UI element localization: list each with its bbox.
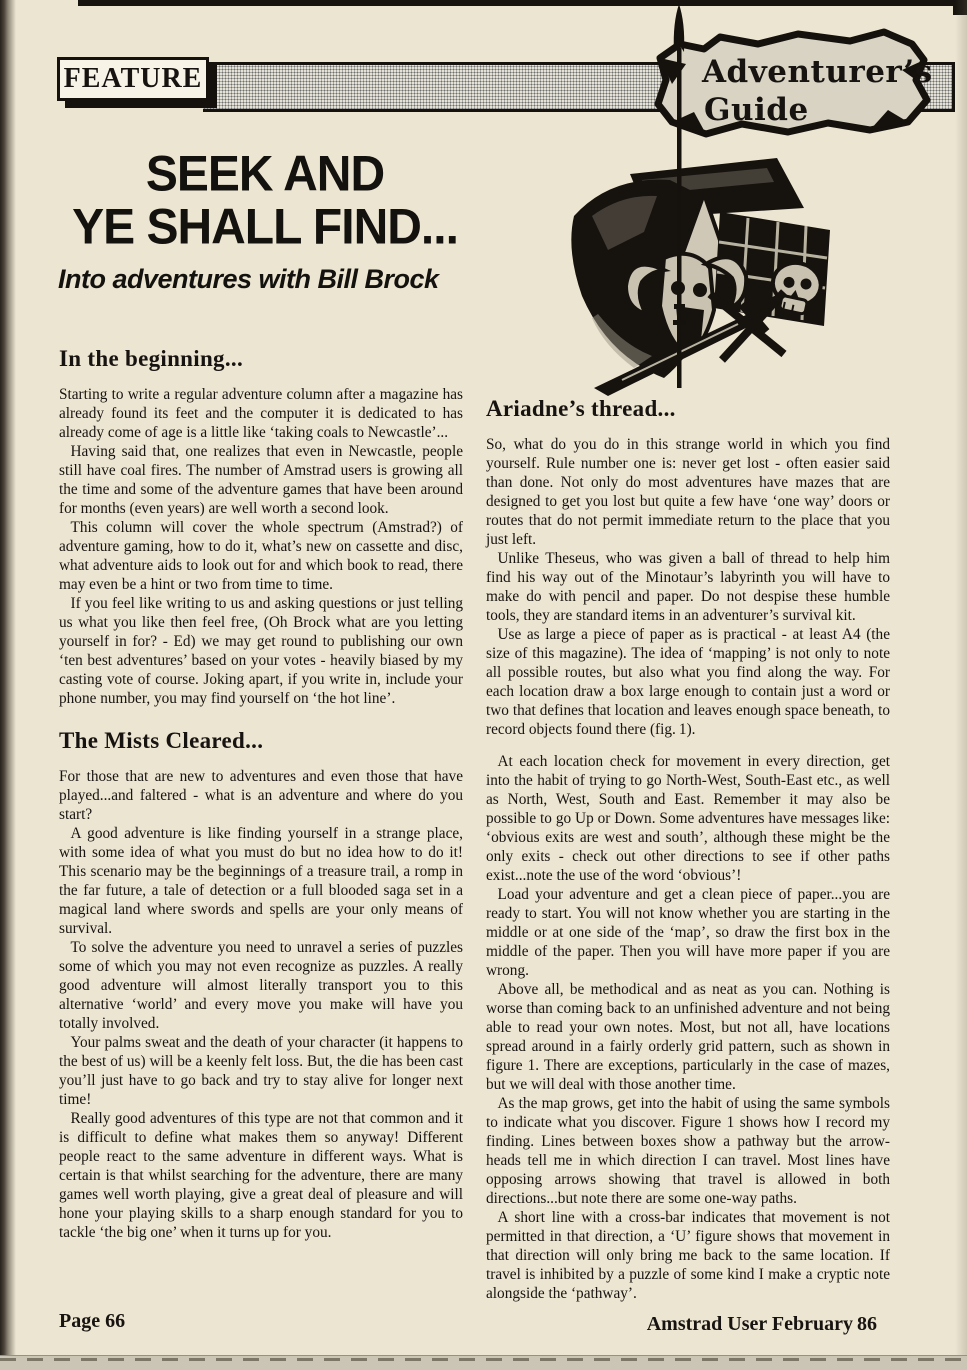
left-column bbox=[59, 346, 463, 1262]
spear-icon bbox=[664, 4, 694, 396]
paragraph: For those that are new to adventures and even those that have played...and faltered - what is an adventure and where do you start? bbox=[59, 768, 463, 823]
paragraph: Starting to write a regular adventure column after a magazine has already found its feet and the computer it is dedicated to has already come of age is a little like ‘taking coals to Newcastle’... bbox=[59, 386, 463, 441]
paragraph: So, what do you do in this strange world in which you find yourself. Rule number one is: never get lost - often easier said than done. Not only do most adventures have mazes that are designed to get you lost but quite a few have ‘one way’ doors or routes that do not permit immediate return to the place that you just left. bbox=[486, 436, 890, 548]
paragraph: Your palms sweat and the death of your character (it happens to the best of us) will be a keenly felt loss. But, the die has been cast you’ll just have to go back and try to stay alive for longer next time! bbox=[59, 1034, 463, 1108]
paragraph: This column will cover the whole spectrum (Amstrad?) of adventure gaming, how to do it, what’s new on cassette and disc, what adventure aids to look out for and which book to read, there may even be a hint or two from time to time. bbox=[59, 519, 463, 593]
page-right-shadow bbox=[955, 0, 967, 1370]
section-heading: The Mists Cleared... bbox=[59, 728, 264, 753]
banner-title-line1: Adventurer’s bbox=[702, 54, 933, 90]
feature-label-text: FEATURE bbox=[63, 63, 203, 94]
page-spine-shadow bbox=[0, 0, 16, 1370]
right-column bbox=[486, 396, 890, 1323]
paragraph: Use as large a piece of paper as is practical - at least A4 (the size of this magazine). The idea of ‘mapping’ is not only to note all possible routes, but also what you find along the way. For each location draw a box large enough to contain just a word or two that defines that location and leaves enough space beneath, to record objects found there (fig. 1). bbox=[486, 626, 890, 738]
paragraph: A short line with a cross-bar indicates that movement is not permitted in that direction, a ‘U’ figure shows that movement in that direction will only bring me back to the same location. If travel is inhibited by a puzzle of some kind I make a cryptic note alongside the ‘pathway’. bbox=[486, 1209, 890, 1302]
magazine-name: Amstrad User February 86 bbox=[646, 1313, 877, 1335]
feature-label bbox=[57, 57, 209, 101]
paragraph: To solve the adventure you need to unravel a series of puzzles some of which you may not even recognize as puzzles. A really good adventure will almost literally transport you to this alternative ‘world’ and every move you make will have you totally involved. bbox=[59, 939, 463, 1032]
paragraph: Unlike Theseus, who was given a ball of thread to help him find his way out of the Minotaur’s labyrinth you will have to make do with pencil and paper. Do not despise these humble tools, they are standard items in an adventurer’s survival kit. bbox=[486, 550, 890, 624]
paragraph: As the map grows, get into the habit of using the same symbols to indicate what you discover. Figure 1 shows how I record my finding. Lines between boxes show a pathway but the arrow-heads tell me in which direction I can travel. Most lines have opposing arrows showing that travel is allowed in both directions...but note there are some one-way paths. bbox=[486, 1095, 890, 1207]
adventure-still-life-illustration bbox=[552, 146, 848, 398]
paragraph: At each location check for movement in every direction, get into the habit of trying to go North-West, South-East etc., as well as North, West, South and East. Remember it may also be possible to go Up or Down. Some adventures have messages like: ‘obvious exits are west and south’, although these might be the only exits - check out other directions to see if other paths exist...note the use of the word ‘obvious’! bbox=[486, 753, 890, 884]
paragraph: A good adventure is like finding yourself in a strange place, with some idea of what you must do but no idea how to do it! This scenario may be the beginnings of a treasure trail, a romp in the far future, a tale of detection or a full blooded saga set in a magical land where swords and spells are your only means of survival. bbox=[59, 825, 463, 937]
scan-top-edge bbox=[78, 0, 967, 6]
article-title bbox=[58, 148, 472, 295]
paragraph: Above all, be methodical and as neat as you can. Nothing is worse than coming back to an unfinished adventure and not being able to read your own notes. Most, but not all, have locations spread around in a fairly orderly grid pattern, such as shown in figure 1. There are exceptions, particularly in the case of mazes, but we will deal with those another time. bbox=[486, 981, 890, 1093]
title-line1: SEEK AND bbox=[145, 146, 385, 203]
paragraph: Load your adventure and get a clean piece of paper...you are ready to start. You will not know whether you are starting in the middle or at one side of the ‘map’, so draw the first box in the middle of the paper. Then you will have more paper if you are wrong. bbox=[486, 886, 890, 979]
article-section bbox=[59, 728, 463, 1242]
section-heading: In the beginning... bbox=[59, 346, 244, 371]
banner-title-line2: Guide bbox=[704, 92, 809, 128]
scan-bottom-texture bbox=[0, 1358, 967, 1361]
scan-bottom-edge bbox=[0, 1355, 967, 1370]
title-line2: YE SHALL FIND... bbox=[72, 199, 458, 256]
article-section bbox=[59, 346, 463, 708]
paragraph: If you feel like writing to us and asking questions or just telling us what you like then feel free, (Oh Brock what are you letting yourself in for? - Ed) we may get round to publishing our own ‘ten best adventures’ based on your votes - heavily biased by my casting vote of course. Joking apart, if you write in, include your phone number, you may find yourself on ‘the hot line’. bbox=[59, 595, 463, 707]
section-heading: Ariadne’s thread... bbox=[486, 396, 676, 421]
page-number: Page 66 bbox=[59, 1310, 126, 1332]
article-section bbox=[486, 396, 890, 1303]
article-byline: Into adventures with Bill Brock bbox=[58, 264, 439, 294]
paragraph: Having said that, one realizes that even in Newcastle, people still have coal fires. The number of Amstrad users is growing all the time and some of the adventure games that have been around for months (even years) are well worth a second look. bbox=[59, 443, 463, 517]
paragraph: Really good adventures of this type are not that common and it is difficult to define what makes them so anyway! Different people react to the same adventure in different ways. What is certain is that whilst searching for the adventure, there are many games well worth playing, give a great deal of pleasure and will hone your playing skills to a sharp enough standard for you to tackle ‘the big one’ when it turns up for you. bbox=[59, 1110, 463, 1241]
